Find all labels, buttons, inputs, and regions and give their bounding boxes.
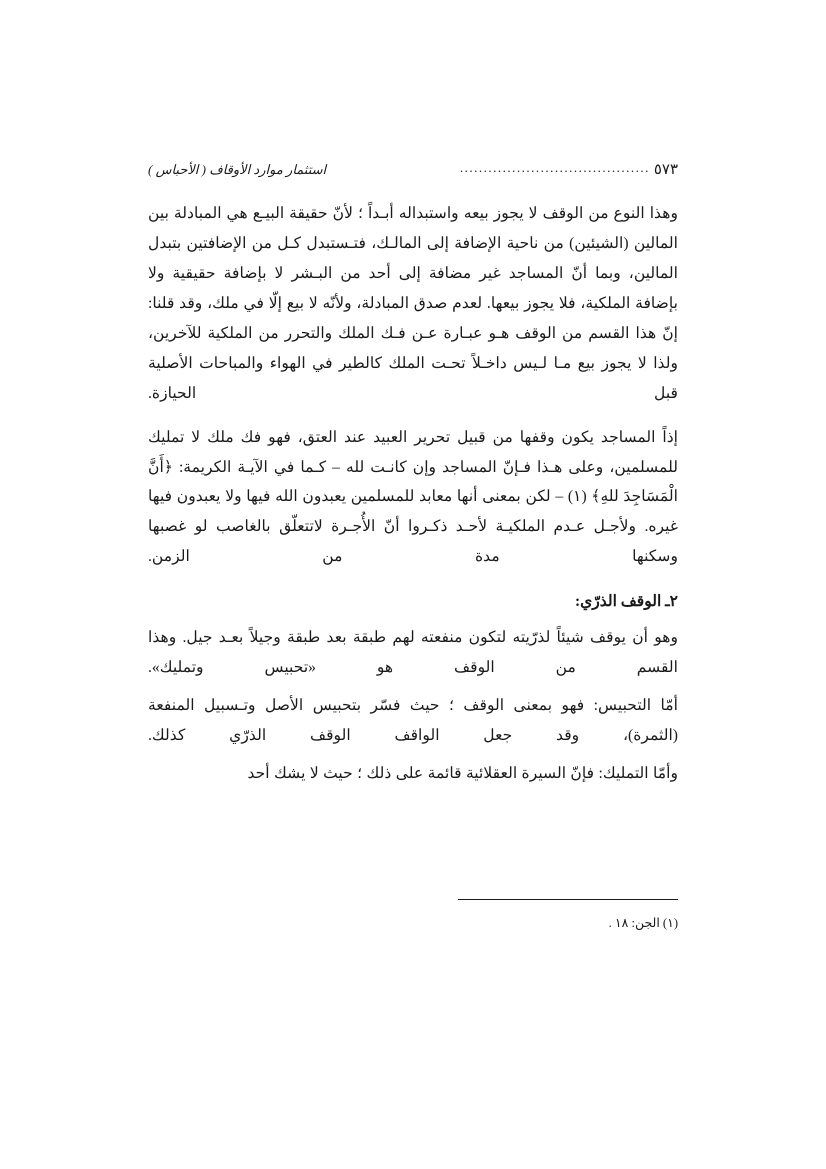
paragraph: وهو أن يوقف شيئاً لذرّيته لتكون منفعته لهم طبقة بعد طبقة وجيلاً بعـد جيل. وهذا القسم من الوقف هو «تحبيس وتمليك». (148, 629, 678, 676)
spacer (148, 185, 678, 199)
paragraph: إذاً المساجد يكون وقفها من قبيل تحرير العبيد عند العتق، فهو فك ملك لا تمليك للمسلمين، وعلى هـذا فـإنّ المساجد وإن كانـت لله – كـما في الآيـة الكريمة: ﴿أَنَّ الْمَسَاجِدَ للهِ﴾ (١) – لكن بمعنى أنها معابد للمسلمين يعبدون الله فيها ولا يعبدون فيها غيره. ولأجـل عـدم الملكيـة لأحـد ذكـروا أنّ الأُجـرة لاتتعلّق بالغاصب لو غصبها وسكنها مدة من الزمن. (148, 428, 678, 566)
header-dot-leader: ........................................ (459, 160, 650, 175)
spacer (148, 683, 678, 691)
paragraph: وهذا النوع من الوقف لا يجوز بيعه واستبداله أبـداً ؛ لأنّ حقيقة البيـع هي المبادلة بين المالين (الشيئين) من ناحية الإضافة إلى المالـك، فتـستبدل كـل من الإضافتين بتبدل المالين، وبما أنّ المساجد غير مضافة إلى أحد من البـشر لا بإضافة حقيقية ولا بإضافة الملكية، فلا يجوز بيعها. لعدم صدق المبادلة، ولأنّه لا بيع إلّا في ملك، وقد قلنا: إنّ هذا القسم من الوقف هـو عبـارة عـن فـك الملك والتحرر من الملكية للآخرين، ولذا لا يجوز بيع مـا لـيس داخـلاً تحـت الملك كالطير في الهواء والمباحات الأصلية قبل الحيازة. (148, 205, 678, 402)
footnote: (١) الجن: ١٨ . (608, 916, 678, 930)
spacer (148, 572, 678, 590)
page-number: ٥٧٣ (653, 162, 678, 178)
section-heading: ٢ـ الوقف الذرّي: (574, 593, 678, 611)
spacer (148, 409, 678, 423)
running-title: استثمار موارد الأوقاف ( الأحباس ) (148, 162, 327, 177)
spacer (148, 751, 678, 759)
page-header (148, 160, 678, 179)
footnote-separator (458, 899, 678, 900)
paragraph: أمّا التحبيس: فهو بمعنى الوقف ؛ حيث فسّر بتحبيس الأصل وتـسبيل المنفعة (الثمرة)، وقد جعل الواقف الوقف الذرّي كذلك. (148, 696, 678, 744)
paragraph: وأمّا التمليك: فإنّ السيرة العقلائية قائمة على ذلك ؛ حيث لا يشك أحد (247, 764, 678, 782)
spacer (148, 615, 678, 623)
page-content (148, 160, 678, 789)
